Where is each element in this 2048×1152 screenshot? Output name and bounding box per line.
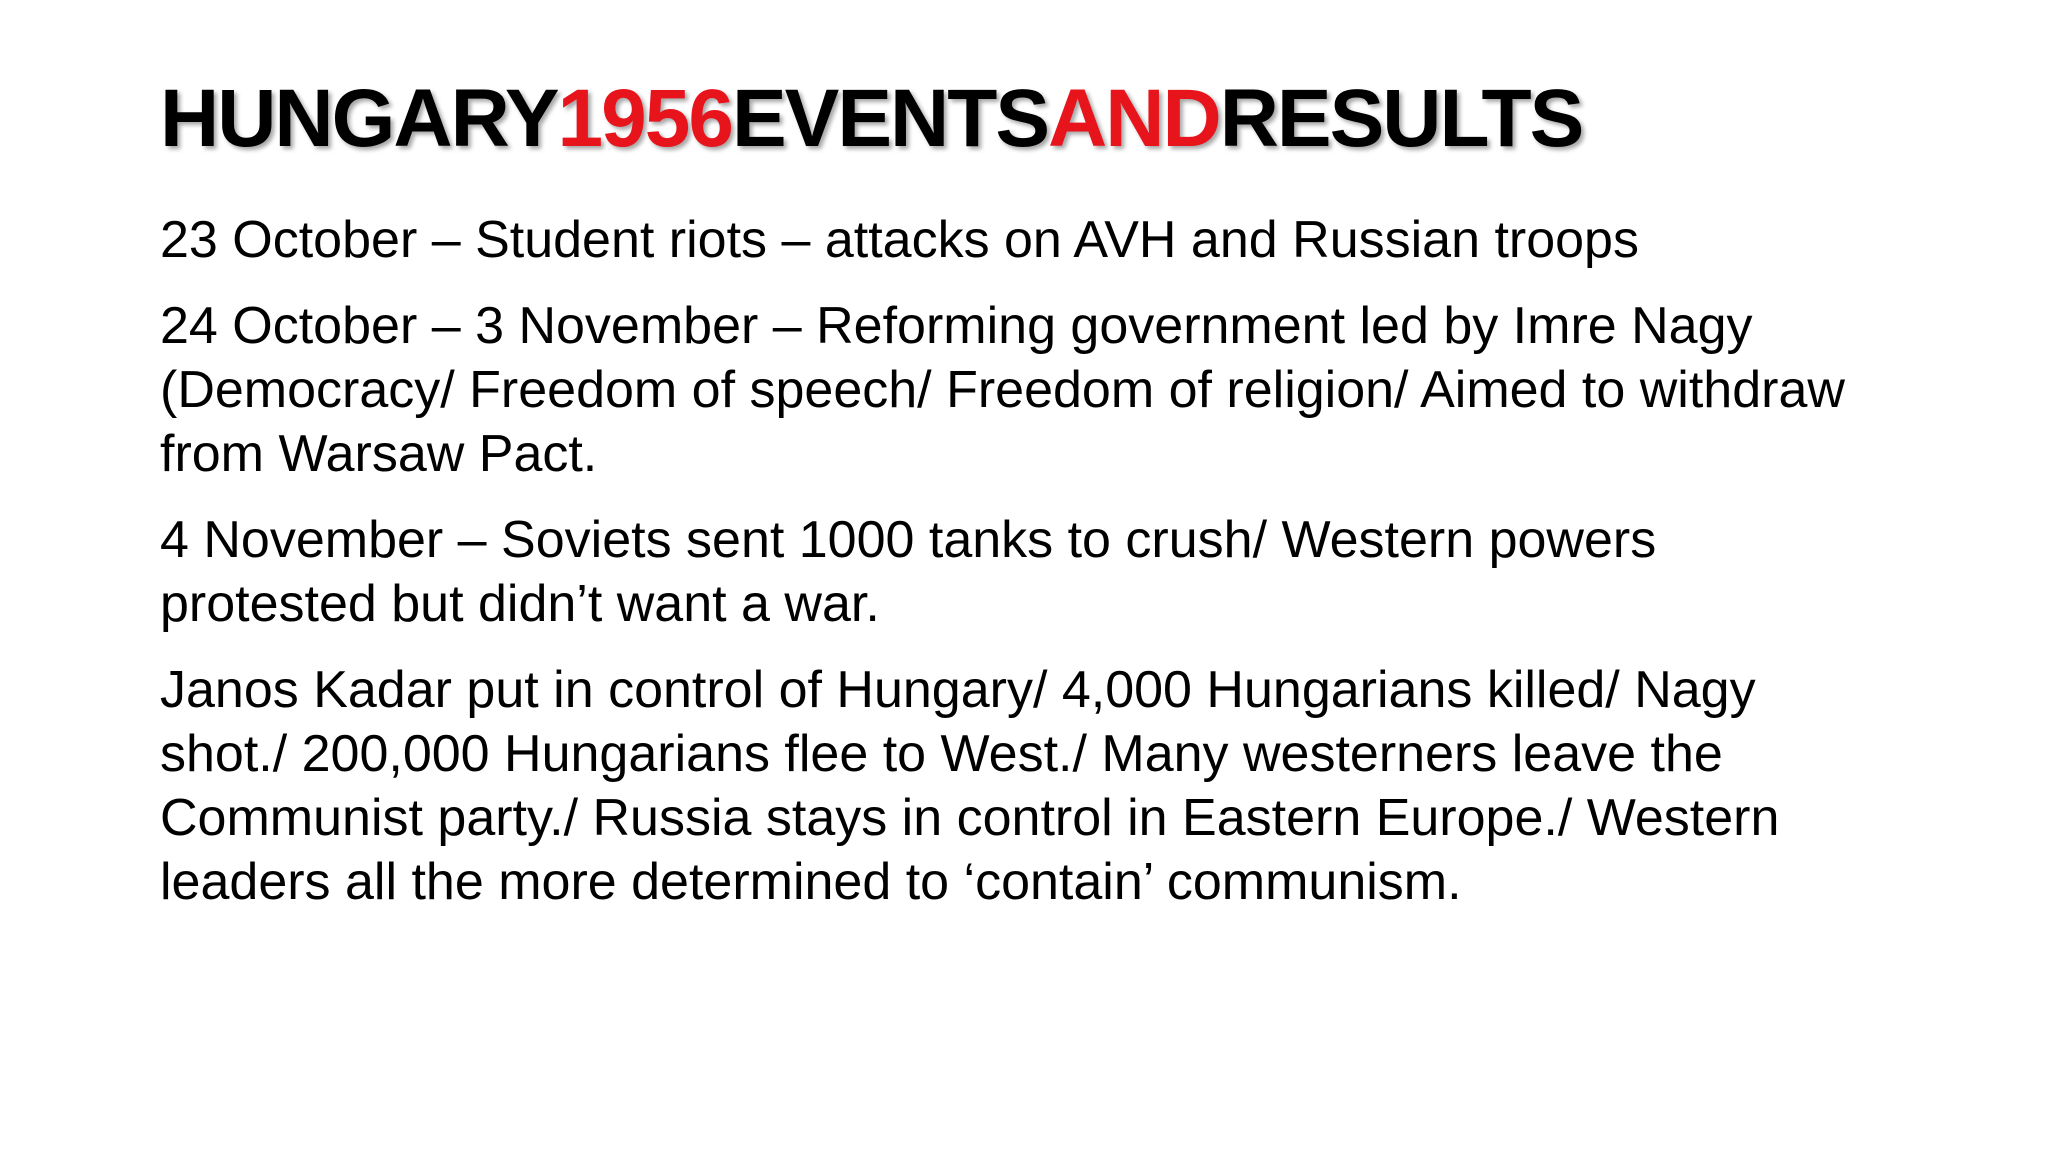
paragraph-23-october: 23 October – Student riots – attacks on AVH and Russian troops [160,211,1639,270]
title-word-hungary: HUNGARY [160,73,558,164]
title-word-and: AND [1048,73,1220,164]
slide-body [160,208,1880,914]
slide-title [160,70,1908,168]
paragraph-results: Janos Kadar put in control of Hungary/ 4,000 Hungarians killed/ Nagy shot./ 200,000 Hungarians flee to West./ Many westerners leave the Communist party./ Russia stays in control in Eastern Europe./ Western leaders all the more determined to ‘contain’ communism. [160,661,1780,912]
title-word-events: EVENTS [731,73,1049,164]
paragraph-24-october: 24 October – 3 November – Reforming government led by Imre Nagy (Democracy/ Freedom of speech/ Freedom of religion/ Aimed to withdraw from Warsaw Pact. [160,297,1845,484]
title-word-1956: 1956 [557,73,732,164]
paragraph-4-november: 4 November – Soviets sent 1000 tanks to crush/ Western powers protested but didn’t want a war. [160,511,1657,634]
title-word-results: RESULTS [1219,73,1583,164]
